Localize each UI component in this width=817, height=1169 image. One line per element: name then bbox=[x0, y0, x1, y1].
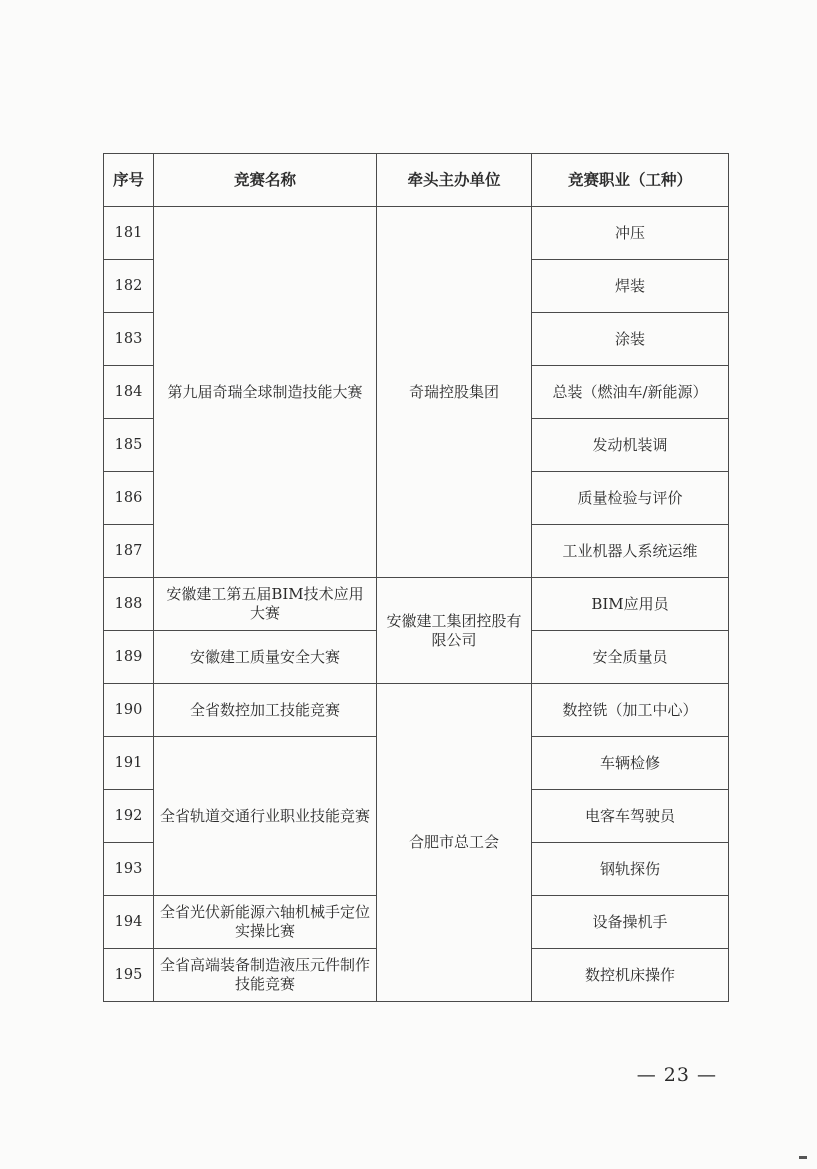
row-number: 181 bbox=[104, 207, 154, 260]
row-number: 182 bbox=[104, 260, 154, 313]
header-occupation: 竞赛职业（工种） bbox=[532, 154, 729, 207]
competition-name-cell: 全省轨道交通行业职业技能竞赛 bbox=[154, 737, 377, 896]
row-number: 183 bbox=[104, 313, 154, 366]
competition-name-cell: 安徽建工质量安全大赛 bbox=[154, 631, 377, 684]
row-number: 195 bbox=[104, 949, 154, 1002]
scan-corner-mark bbox=[799, 1156, 807, 1159]
organizer-cell: 奇瑞控股集团 bbox=[377, 207, 532, 578]
occupation-cell: 数控铣（加工中心） bbox=[532, 684, 729, 737]
occupation-cell: 焊装 bbox=[532, 260, 729, 313]
competition-name-cell: 全省光伏新能源六轴机械手定位实操比赛 bbox=[154, 896, 377, 949]
occupation-cell: 数控机床操作 bbox=[532, 949, 729, 1002]
competition-name-cell: 全省数控加工技能竞赛 bbox=[154, 684, 377, 737]
row-number: 191 bbox=[104, 737, 154, 790]
row-number: 190 bbox=[104, 684, 154, 737]
competition-name-cell: 第九届奇瑞全球制造技能大赛 bbox=[154, 207, 377, 578]
row-number: 192 bbox=[104, 790, 154, 843]
occupation-cell: 总装（燃油车/新能源） bbox=[532, 366, 729, 419]
occupation-cell: 发动机装调 bbox=[532, 419, 729, 472]
occupation-cell: BIM应用员 bbox=[532, 578, 729, 631]
table-header-row bbox=[104, 154, 729, 207]
occupation-cell: 涂装 bbox=[532, 313, 729, 366]
organizer-cell: 安徽建工集团控股有限公司 bbox=[377, 578, 532, 684]
competition-name-cell: 安徽建工第五届BIM技术应用大赛 bbox=[154, 578, 377, 631]
page-number: — 23 — bbox=[636, 1064, 717, 1086]
row-number: 194 bbox=[104, 896, 154, 949]
row-number: 184 bbox=[104, 366, 154, 419]
header-competition-name: 竞赛名称 bbox=[154, 154, 377, 207]
row-number: 193 bbox=[104, 843, 154, 896]
header-lead-organizer: 牵头主办单位 bbox=[377, 154, 532, 207]
table-row bbox=[104, 684, 729, 737]
occupation-cell: 设备操机手 bbox=[532, 896, 729, 949]
occupation-cell: 质量检验与评价 bbox=[532, 472, 729, 525]
competition-table bbox=[103, 153, 729, 1002]
row-number: 187 bbox=[104, 525, 154, 578]
table-row bbox=[104, 578, 729, 631]
row-number: 188 bbox=[104, 578, 154, 631]
table-row bbox=[104, 207, 729, 260]
organizer-cell: 合肥市总工会 bbox=[377, 684, 532, 1002]
occupation-cell: 钢轨探伤 bbox=[532, 843, 729, 896]
occupation-cell: 工业机器人系统运维 bbox=[532, 525, 729, 578]
occupation-cell: 电客车驾驶员 bbox=[532, 790, 729, 843]
row-number: 186 bbox=[104, 472, 154, 525]
occupation-cell: 车辆检修 bbox=[532, 737, 729, 790]
row-number: 185 bbox=[104, 419, 154, 472]
occupation-cell: 冲压 bbox=[532, 207, 729, 260]
competition-name-cell: 全省高端装备制造液压元件制作技能竞赛 bbox=[154, 949, 377, 1002]
occupation-cell: 安全质量员 bbox=[532, 631, 729, 684]
row-number: 189 bbox=[104, 631, 154, 684]
header-serial-number: 序号 bbox=[104, 154, 154, 207]
